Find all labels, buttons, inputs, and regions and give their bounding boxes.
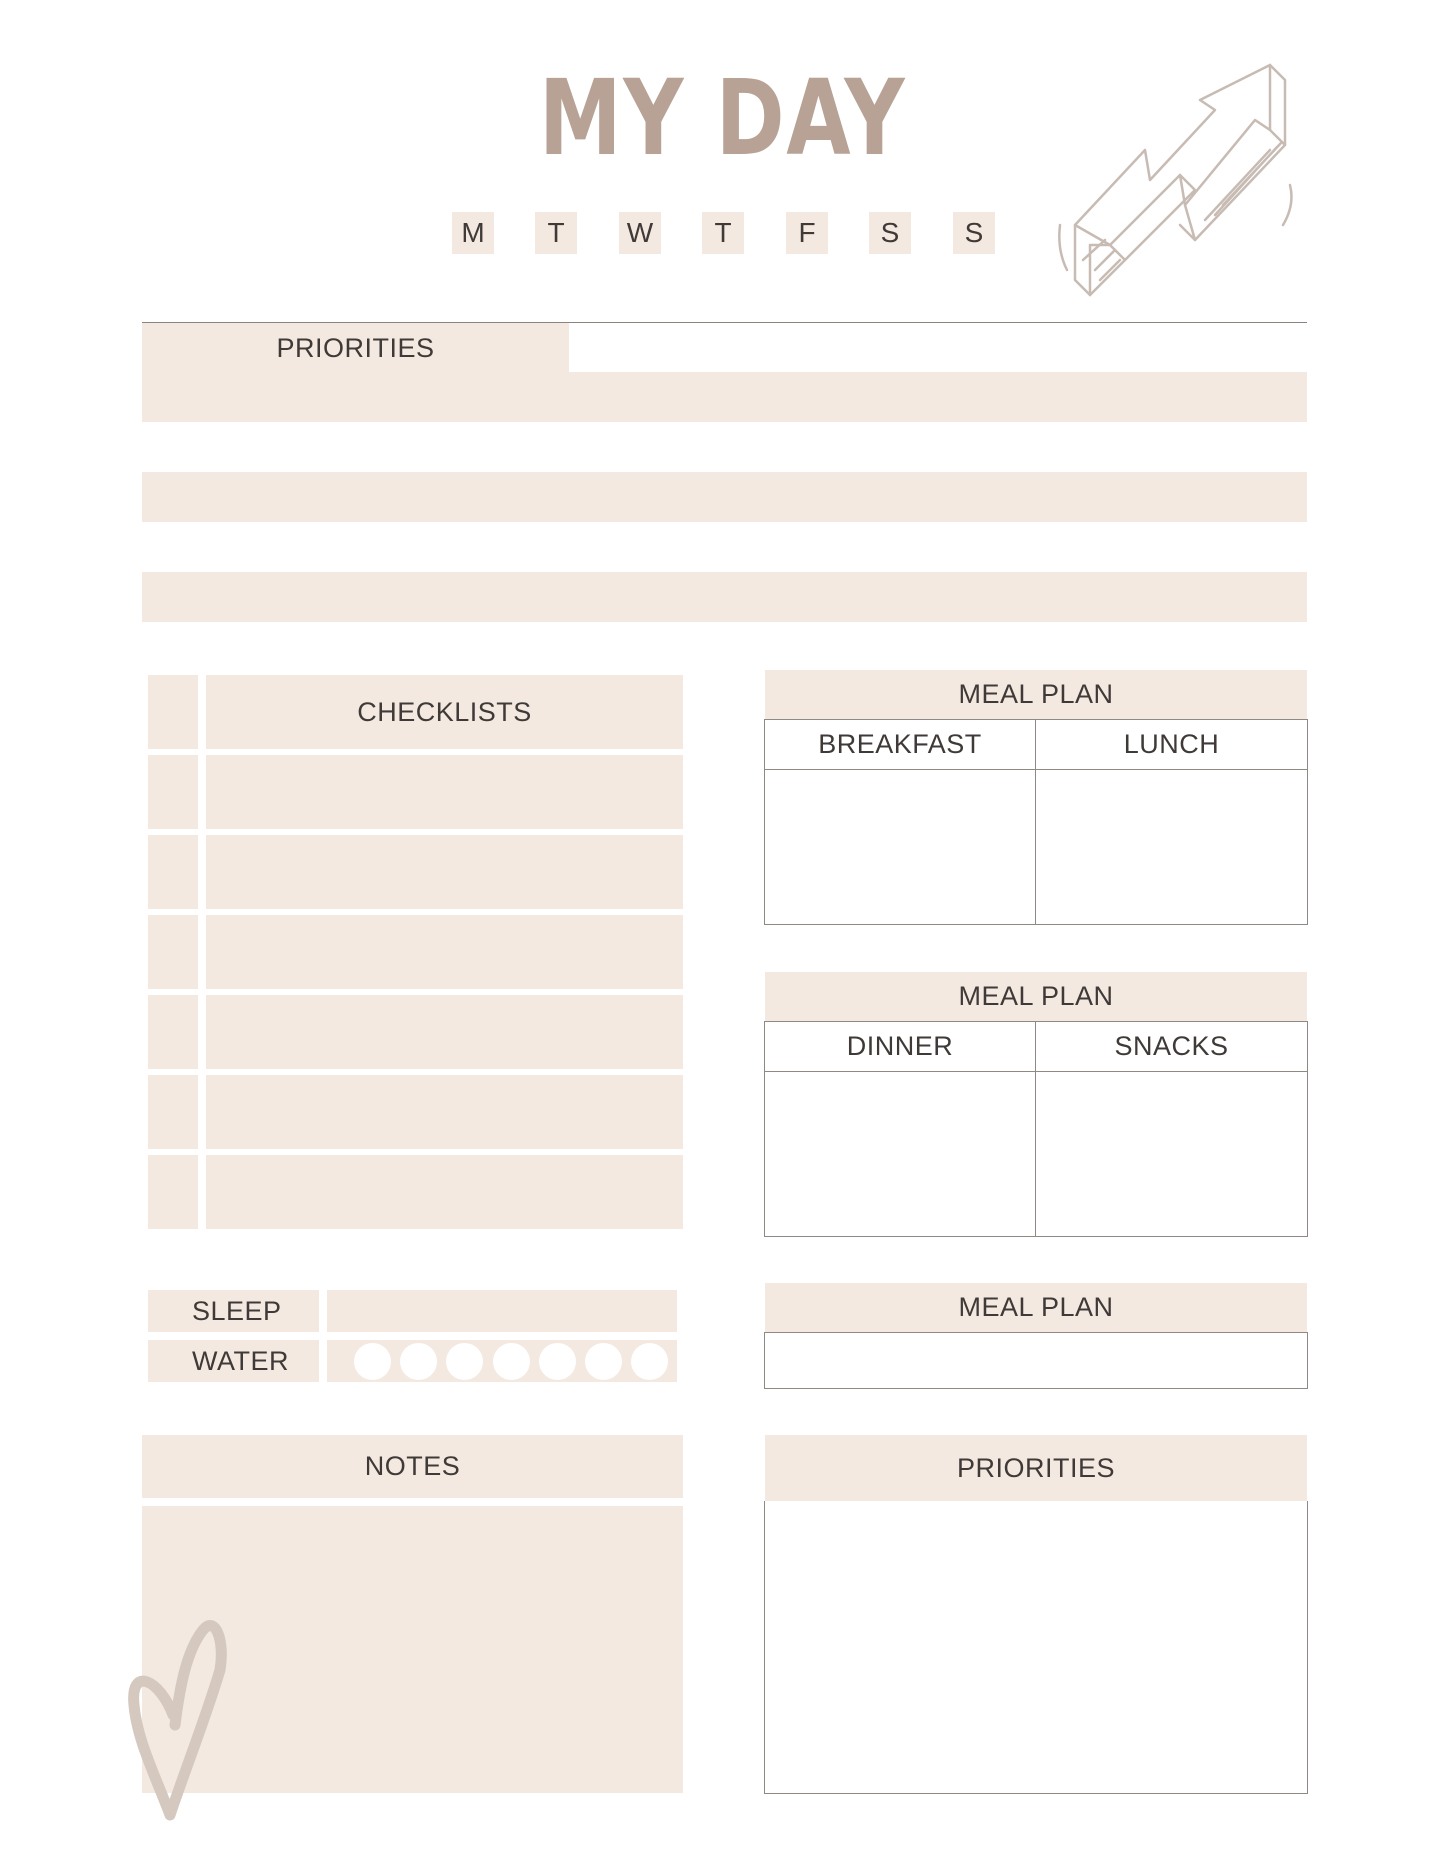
day-sunday[interactable]: S: [953, 212, 995, 254]
meal-plan-1-label: MEAL PLAN: [765, 670, 1307, 719]
checklist-item[interactable]: [206, 995, 683, 1069]
priority-line-1[interactable]: [142, 372, 1307, 422]
day-friday[interactable]: F: [786, 212, 828, 254]
dinner-field[interactable]: [765, 1072, 1035, 1236]
checklist-item[interactable]: [206, 1075, 683, 1149]
checkbox[interactable]: [148, 755, 198, 829]
checkbox[interactable]: [148, 835, 198, 909]
water-glass[interactable]: [400, 1343, 437, 1380]
checklist-item[interactable]: [206, 915, 683, 989]
breakfast-field[interactable]: [765, 770, 1035, 924]
dinner-label: DINNER: [846, 1031, 954, 1061]
day-wednesday[interactable]: W: [619, 212, 661, 254]
snacks-field[interactable]: [1036, 1072, 1307, 1236]
checkbox[interactable]: [148, 915, 198, 989]
lunch-field[interactable]: [1036, 770, 1307, 924]
lunch-label: LUNCH: [1123, 729, 1220, 759]
checkbox-header: [148, 675, 198, 749]
notes-label: NOTES: [142, 1435, 683, 1498]
breakfast-label: BREAKFAST: [818, 729, 982, 759]
checklists-label: CHECKLISTS: [206, 675, 683, 749]
water-label: WATER: [148, 1340, 319, 1382]
priorities-bottom-field[interactable]: [764, 1501, 1308, 1794]
day-thursday[interactable]: T: [702, 212, 744, 254]
day-saturday[interactable]: S: [869, 212, 911, 254]
meal-plan-3-field[interactable]: [764, 1332, 1308, 1389]
checkbox[interactable]: [148, 995, 198, 1069]
priorities-top-label: PRIORITIES: [142, 323, 569, 373]
water-glass[interactable]: [539, 1343, 576, 1380]
meal-plan-2-label: MEAL PLAN: [765, 972, 1307, 1021]
arrow-illustration-icon: [1055, 55, 1295, 305]
water-glass[interactable]: [585, 1343, 622, 1380]
water-glass[interactable]: [446, 1343, 483, 1380]
sleep-field[interactable]: [327, 1290, 677, 1332]
checklist-item[interactable]: [206, 1155, 683, 1229]
checkbox[interactable]: [148, 1075, 198, 1149]
priority-line-2[interactable]: [142, 472, 1307, 522]
priorities-bottom-label: PRIORITIES: [765, 1435, 1307, 1501]
sleep-label: SLEEP: [148, 1290, 319, 1332]
water-glass[interactable]: [493, 1343, 530, 1380]
priority-line-3[interactable]: [142, 572, 1307, 622]
checklist-item[interactable]: [206, 835, 683, 909]
day-monday[interactable]: M: [452, 212, 494, 254]
page-title: MY DAY: [538, 57, 907, 179]
water-glass[interactable]: [631, 1343, 668, 1380]
meal-plan-3-label: MEAL PLAN: [765, 1283, 1307, 1332]
day-tuesday[interactable]: T: [535, 212, 577, 254]
snacks-label: SNACKS: [1114, 1031, 1229, 1061]
water-glass[interactable]: [354, 1343, 391, 1380]
checkbox[interactable]: [148, 1155, 198, 1229]
checklist-item[interactable]: [206, 755, 683, 829]
heart-icon: [125, 1610, 235, 1825]
